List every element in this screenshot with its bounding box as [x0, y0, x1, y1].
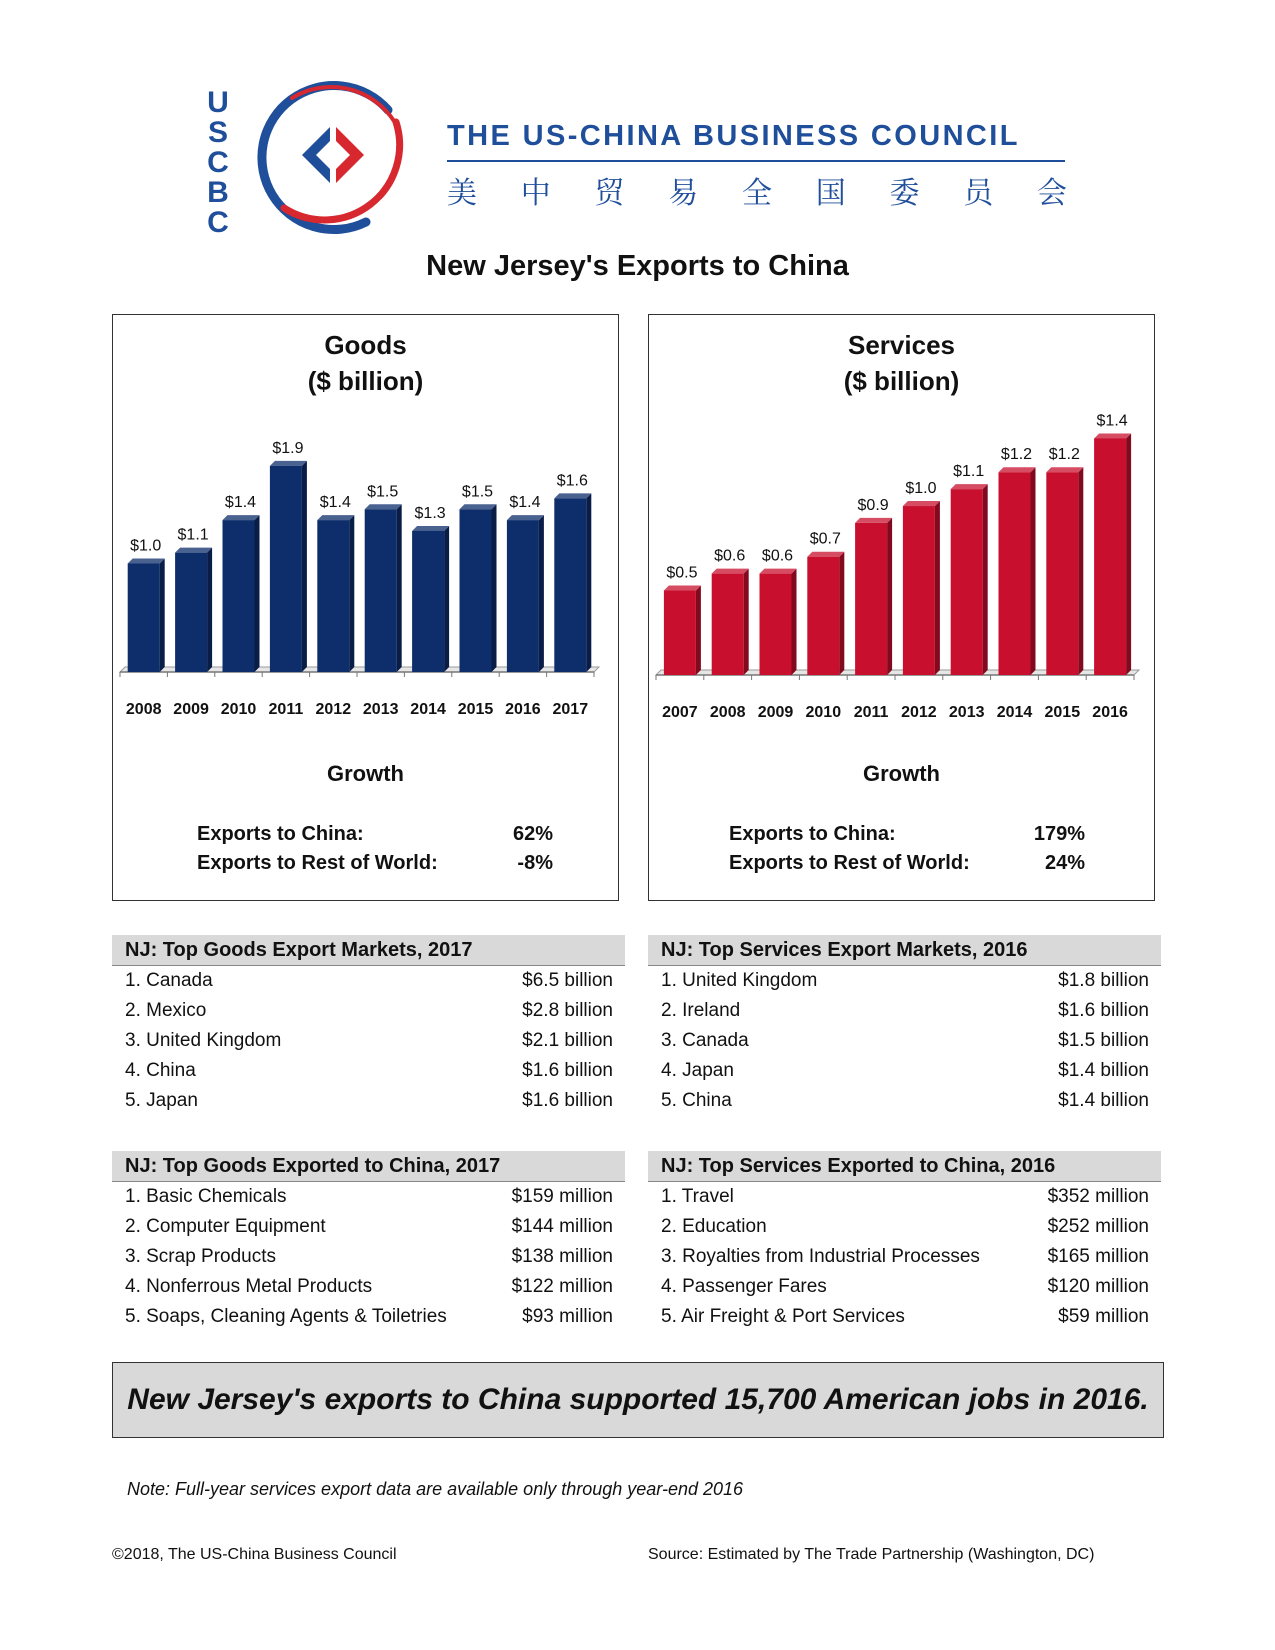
table-row: [112, 1182, 625, 1212]
goods-to-china-table: [112, 1151, 625, 1332]
cn-char: 美: [447, 176, 477, 211]
bar-side: [397, 504, 402, 672]
row-value: $2.1 billion: [522, 1030, 613, 1051]
bar: [128, 564, 160, 673]
bar-value-label: $1.4: [224, 494, 257, 512]
table-row: [648, 1212, 1161, 1242]
bar-top: [760, 569, 797, 574]
chart-subtitle: ($ billion): [307, 366, 424, 396]
row-label: 2. Mexico: [125, 1000, 207, 1021]
bar-top: [223, 515, 260, 520]
table-row: [648, 1242, 1161, 1272]
bar-side: [255, 515, 260, 672]
table-row: [112, 1272, 625, 1302]
table-title: NJ: Top Goods Export Markets, 2017: [112, 935, 625, 966]
bar-value-label: $1.4: [319, 494, 351, 512]
row-label: 2. Computer Equipment: [125, 1216, 326, 1237]
bar-side: [696, 586, 701, 675]
services-bar-chart: [649, 315, 1154, 755]
cn-char: 中: [520, 176, 551, 211]
services-chart-panel: [648, 314, 1155, 901]
bar-value-label: $1.2: [1000, 446, 1033, 464]
bar-value-label: $1.4: [1096, 412, 1128, 430]
x-tick-label: 2014: [996, 704, 1033, 721]
logo-letter: S: [207, 116, 228, 149]
row-label: 3. Royalties from Industrial Processes: [661, 1246, 980, 1267]
row-value: $352 million: [1047, 1186, 1149, 1207]
goods-markets-table: [112, 935, 625, 1116]
row-label: 5. Japan: [125, 1090, 198, 1111]
x-tick-label: 2010: [220, 701, 257, 718]
table-title: NJ: Top Services Export Markets, 2016: [648, 935, 1161, 966]
logo-letter: U: [207, 86, 229, 119]
row-value: $6.5 billion: [522, 970, 613, 991]
bar-value-label: $1.9: [272, 439, 304, 457]
bar-side: [492, 504, 497, 672]
cn-char: 易: [668, 176, 699, 211]
bar-top: [460, 504, 497, 509]
row-value: $59 million: [1058, 1306, 1149, 1327]
bar: [223, 520, 255, 672]
cn-char: 委: [889, 176, 920, 211]
row-value: $93 million: [522, 1306, 613, 1327]
goods-chart-panel: [112, 314, 619, 901]
row-value: $1.4 billion: [1058, 1060, 1149, 1081]
org-name: THE US-CHINA BUSINESS COUNCIL: [447, 120, 1020, 152]
bar-value-label: $1.5: [367, 483, 399, 501]
services-to-china-table: [648, 1151, 1161, 1332]
x-tick-label: 2016: [505, 701, 541, 718]
bar-side: [887, 518, 892, 675]
cn-char: 会: [1037, 176, 1067, 211]
table-row: [112, 966, 625, 996]
bar-value-label: $0.7: [809, 530, 841, 548]
x-tick-label: 2012: [315, 701, 352, 718]
table-row: [648, 1056, 1161, 1086]
row-label: 1. Canada: [125, 970, 213, 991]
bar: [270, 466, 302, 672]
bar: [664, 591, 696, 675]
row-label: 4. Japan: [661, 1060, 734, 1081]
services-growth-heading: Growth: [863, 761, 940, 786]
bar-value-label: $1.1: [177, 526, 209, 544]
x-tick-label: 2013: [362, 701, 399, 718]
x-tick-label: 2008: [709, 704, 746, 721]
row-label: 1. Travel: [661, 1186, 734, 1207]
row-value: $159 million: [511, 1186, 613, 1207]
table-row: [648, 1302, 1161, 1332]
table-row: [112, 996, 625, 1026]
bar-top: [903, 501, 940, 506]
row-value: $165 million: [1047, 1246, 1149, 1267]
bar-side: [792, 569, 797, 675]
bar: [460, 509, 492, 672]
table-row: [648, 1272, 1161, 1302]
bar: [999, 472, 1031, 675]
growth-label: Exports to Rest of World:: [729, 852, 970, 874]
cn-char: 国: [815, 176, 846, 211]
source-credit: Source: Estimated by The Trade Partnership (Washington, DC): [648, 1546, 1095, 1563]
growth-value: 62%: [512, 823, 553, 845]
bar-value-label: $1.1: [953, 463, 985, 481]
bar-value-label: $1.2: [1048, 446, 1080, 464]
bar: [903, 506, 935, 675]
row-value: $252 million: [1047, 1216, 1149, 1237]
table-row: [112, 1212, 625, 1242]
growth-label: Exports to China:: [729, 823, 896, 845]
bar: [760, 574, 792, 675]
copyright: ©2018, The US-China Business Council: [112, 1546, 397, 1563]
growth-label: Exports to Rest of World:: [197, 852, 438, 874]
bar: [1094, 438, 1126, 675]
row-value: $1.8 billion: [1058, 970, 1149, 991]
cn-char: 员: [963, 176, 994, 211]
x-tick-label: 2015: [1044, 704, 1081, 721]
logo-letter: C: [207, 206, 229, 239]
bar: [175, 553, 207, 672]
x-tick-label: 2007: [662, 704, 698, 721]
x-tick-label: 2016: [1092, 704, 1128, 721]
x-tick-label: 2009: [757, 704, 794, 721]
x-tick-label: 2017: [552, 701, 589, 718]
bar: [807, 557, 839, 675]
bar-value-label: $1.0: [130, 537, 162, 555]
bar-side: [839, 552, 844, 675]
bar-value-label: $0.5: [666, 564, 698, 582]
bar-top: [270, 461, 307, 466]
x-tick-label: 2011: [268, 701, 304, 718]
bar-side: [160, 559, 165, 673]
bar: [554, 498, 586, 672]
x-tick-label: 2012: [901, 704, 937, 721]
bar: [507, 520, 539, 672]
footnote: Note: Full-year services export data are available only through year-end 2016: [127, 1479, 744, 1499]
row-label: 3. Scrap Products: [125, 1246, 277, 1267]
row-value: $122 million: [511, 1276, 613, 1297]
table-row: [112, 1026, 625, 1056]
cn-char: 全: [742, 176, 772, 211]
bar-value-label: $1.4: [509, 494, 541, 512]
table-row: [112, 1086, 625, 1116]
row-label: 4. China: [125, 1060, 196, 1081]
growth-value: -8%: [517, 852, 553, 874]
logo-letter: C: [207, 146, 229, 179]
bar-value-label: $0.6: [714, 547, 746, 565]
table-row: [112, 1302, 625, 1332]
bar-value-label: $1.0: [905, 480, 937, 498]
goods-bar-chart: [113, 315, 618, 755]
bar-top: [855, 518, 892, 523]
x-tick-label: 2014: [410, 701, 446, 718]
bar-top: [554, 493, 591, 498]
x-tick-label: 2009: [173, 701, 209, 718]
row-value: $1.4 billion: [1058, 1090, 1149, 1111]
row-label: 4. Nonferrous Metal Products: [125, 1276, 373, 1297]
goods-growth-china: [197, 823, 557, 846]
uscbc-logo-icon: [248, 72, 418, 242]
bar: [1046, 472, 1078, 675]
x-tick-label: 2015: [457, 701, 494, 718]
row-value: $1.6 billion: [1058, 1000, 1149, 1021]
x-tick-label: 2011: [853, 704, 889, 721]
row-label: 5. Air Freight & Port Services: [661, 1306, 905, 1327]
bar-top: [317, 515, 354, 520]
goods-growth-world: [197, 852, 557, 875]
bar-value-label: $0.6: [761, 547, 794, 565]
bar-top: [807, 552, 844, 557]
bar-top: [1094, 433, 1131, 438]
bar-side: [302, 461, 307, 672]
org-name-divider: [447, 160, 1065, 162]
row-value: $1.6 billion: [522, 1090, 613, 1111]
bar-side: [983, 484, 988, 675]
row-label: 1. Basic Chemicals: [125, 1186, 287, 1207]
bar-top: [175, 548, 212, 553]
row-value: $120 million: [1047, 1276, 1149, 1297]
row-value: $1.6 billion: [522, 1060, 613, 1081]
jobs-banner: New Jersey's exports to China supported 15,700 American jobs in 2016.: [112, 1362, 1164, 1438]
logo-letters: [200, 88, 236, 238]
row-label: 5. Soaps, Cleaning Agents & Toiletries: [125, 1306, 447, 1327]
cn-char: 贸: [594, 176, 625, 211]
growth-value: 179%: [1033, 823, 1085, 845]
services-markets-table: [648, 935, 1161, 1116]
services-growth-world: [729, 852, 1089, 875]
page-title: New Jersey's Exports to China: [426, 250, 849, 282]
bar-top: [365, 504, 402, 509]
x-tick-label: 2008: [125, 701, 162, 718]
bar-value-label: $1.5: [461, 483, 494, 501]
bar-top: [412, 526, 449, 531]
row-value: $1.5 billion: [1058, 1030, 1149, 1051]
bar: [365, 509, 397, 672]
table-title: NJ: Top Services Exported to China, 2016: [648, 1151, 1161, 1182]
bar-top: [951, 484, 988, 489]
table-row: [112, 1242, 625, 1272]
x-tick-label: 2013: [948, 704, 985, 721]
bar: [951, 489, 983, 675]
bar-value-label: $0.9: [857, 496, 889, 514]
table-row: [648, 1026, 1161, 1056]
row-value: $2.8 billion: [522, 1000, 613, 1021]
bar-side: [744, 569, 749, 675]
bar-top: [507, 515, 544, 520]
growth-label: Exports to China:: [197, 823, 364, 845]
bar-top: [1046, 467, 1083, 472]
row-label: 3. United Kingdom: [125, 1030, 282, 1051]
table-row: [648, 1086, 1161, 1116]
bar-value-label: $1.6: [556, 472, 588, 490]
table-row: [112, 1056, 625, 1086]
bar-top: [664, 586, 701, 591]
chart-title: Services: [848, 330, 955, 360]
row-value: $144 million: [511, 1216, 613, 1237]
bar-side: [444, 526, 449, 672]
chart-subtitle: ($ billion): [843, 366, 960, 396]
growth-value: 24%: [1044, 852, 1085, 874]
org-name-chinese: [447, 168, 1067, 212]
row-value: $138 million: [511, 1246, 613, 1267]
bar: [855, 523, 887, 675]
bar-side: [1031, 467, 1036, 675]
bar-side: [349, 515, 354, 672]
bar: [712, 574, 744, 675]
bar-side: [207, 548, 212, 672]
chart-title: Goods: [324, 330, 407, 360]
row-label: 2. Ireland: [661, 1000, 741, 1021]
logo-letter: B: [207, 176, 229, 209]
bar-side: [935, 501, 940, 675]
bar: [317, 520, 349, 672]
x-tick-label: 2010: [805, 704, 842, 721]
bar-side: [1126, 433, 1131, 675]
bar: [412, 531, 444, 672]
services-growth-china: [729, 823, 1089, 846]
table-row: [648, 996, 1161, 1026]
row-label: 3. Canada: [661, 1030, 749, 1051]
bar-top: [712, 569, 749, 574]
bar-top: [999, 467, 1036, 472]
bar-side: [539, 515, 544, 672]
bar-side: [1078, 467, 1083, 675]
bar-top: [128, 559, 165, 564]
table-row: [648, 966, 1161, 996]
bar-side: [586, 493, 591, 672]
goods-growth-heading: Growth: [327, 761, 404, 786]
table-row: [648, 1182, 1161, 1212]
bar-value-label: $1.3: [414, 504, 446, 522]
table-title: NJ: Top Goods Exported to China, 2017: [112, 1151, 625, 1182]
row-label: 5. China: [661, 1090, 732, 1111]
row-label: 2. Education: [661, 1216, 767, 1237]
row-label: 1. United Kingdom: [661, 970, 818, 991]
row-label: 4. Passenger Fares: [661, 1276, 827, 1297]
